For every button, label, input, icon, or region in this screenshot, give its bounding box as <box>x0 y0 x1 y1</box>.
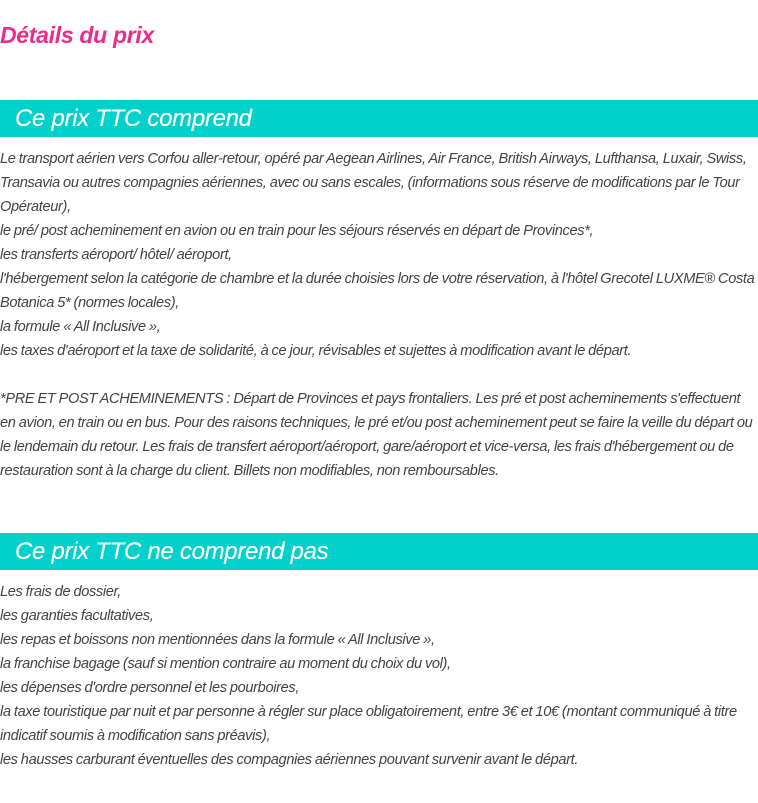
excludes-section-banner <box>0 533 758 570</box>
list-item: la taxe touristique par nuit et par personne à régler sur place obligatoirement, entre 3€ et 10€ (montant communiqué à titre indicatif soumis à modification sans préavis), <box>0 704 737 744</box>
page-title: Détails du prix <box>0 22 154 48</box>
list-item: le pré/ post acheminement en avion ou en train pour les séjours réservés en départ de Provinces*, <box>0 223 594 239</box>
list-item: la formule « All Inclusive », <box>0 319 161 335</box>
excludes-heading: Ce prix TTC ne comprend pas <box>15 538 329 565</box>
excludes-list <box>0 580 758 772</box>
list-item: les garanties facultatives, <box>0 608 154 624</box>
list-item: les dépenses d'ordre personnel et les pourboires, <box>0 680 300 696</box>
list-item: Les frais de dossier, <box>0 584 121 600</box>
includes-section-banner <box>0 100 758 137</box>
note-text: *PRE ET POST ACHEMINEMENTS : Départ de Provinces et pays frontaliers. Les pré et post acheminements s'effectuent en avion, en train ou en bus. Pour des raisons techniques, le pré et/ou post acheminement peut se faire la veille du départ ou le lendemain du retour. Les frais de transfert aéroport/aéroport, gare/aéroport et vice-versa, les frais d'hébergement ou de restauration sont à la charge du client. Billets non modifiables, non remboursables. <box>0 391 753 479</box>
includes-list <box>0 147 758 363</box>
list-item: les repas et boissons non mentionnées dans la formule « All Inclusive », <box>0 632 435 648</box>
list-item: l'hébergement selon la catégorie de chambre et la durée choisies lors de votre réservation, à l'hôtel Grecotel LUXME® Costa Botanica 5* (normes locales), <box>0 271 755 311</box>
list-item: la franchise bagage (sauf si mention contraire au moment du choix du vol), <box>0 656 451 672</box>
includes-heading: Ce prix TTC comprend <box>15 105 252 132</box>
list-item: les transferts aéroport/ hôtel/ aéroport, <box>0 247 232 263</box>
list-item: Le transport aérien vers Corfou aller-retour, opéré par Aegean Airlines, Air France, British Airways, Lufthansa, Luxair, Swiss, Transavia ou autres compagnies aériennes, avec ou sans escales, (informations sous réserve de modifications par le Tour Opérateur), <box>0 151 747 215</box>
list-item: les hausses carburant éventuelles des compagnies aériennes pouvant survenir avant le départ. <box>0 752 579 768</box>
acheminement-note <box>0 387 758 483</box>
list-item: les taxes d'aéroport et la taxe de solidarité, à ce jour, révisables et sujettes à modification avant le départ. <box>0 343 632 359</box>
